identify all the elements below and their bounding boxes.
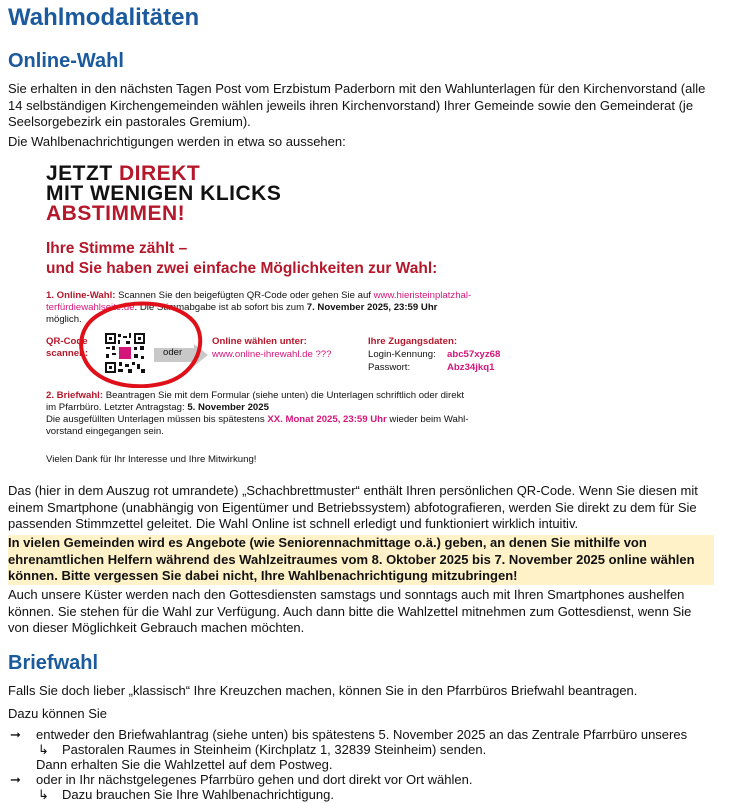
online-vote-url: www.online-ihrewahl.de ??? [212, 349, 332, 360]
notice-line2: MIT WENIGEN KLICKS [46, 182, 282, 205]
option2-line2-a: im Pfarrbüro. Letzter Antragstag: [46, 402, 188, 413]
option1-url-a: www.hieristeinplatzhal- [373, 290, 472, 301]
option2-deadline: XX. Monat 2025, 23:59 Uhr [267, 414, 387, 425]
arrow-right-icon: ➞ [10, 727, 21, 742]
oder-label: oder [163, 347, 183, 358]
online-vote-label: Online wählen unter: [212, 336, 307, 347]
option1-label: 1. Online-Wahl: [46, 290, 116, 301]
option2-line4: vorstand eingegangen sein. [46, 426, 164, 437]
access-label: Ihre Zugangsdaten: [368, 336, 458, 347]
option1-text2: . Die Stimmabgabe ist ab sofort bis zum [134, 302, 307, 313]
arrow-right-icon: ➞ [10, 772, 21, 787]
return-arrow-icon: ↳ [38, 787, 49, 802]
notice-line1-b: DIREKT [119, 162, 201, 185]
option1-url-b: terfürdiewahlseite.de [46, 302, 135, 313]
briefwahl-options-intro: Dazu können Sie [8, 706, 108, 721]
login-value: abc57xyz68 [447, 349, 501, 360]
option2-text: Beantragen Sie mit dem Formular (siehe unten) die Unterlagen schriftlich oder direkt [103, 390, 465, 401]
list-item: Pastoralen Raumes in Steinheim (Kirchplatz 1, 32839 Steinheim) senden. [62, 742, 487, 757]
option2-line1 [46, 390, 464, 402]
online-notice-intro: Die Wahlbenachrichtigungen werden in etwa so aussehen: [8, 134, 346, 149]
list-item: entweder den Briefwahlantrag (siehe unten) bis spätestens 5. November 2025 an das Zentrale Pfarrbüro unseres [36, 727, 688, 742]
notice-sub1: Ihre Stimme zählt – [46, 240, 188, 257]
password-label: Passwort: [368, 362, 411, 373]
list-item: oder in Ihr nächstgelegenes Pfarrbüro gehen und dort direkt vor Ort wählen. [36, 772, 473, 787]
briefwahl-heading: Briefwahl [8, 652, 99, 674]
briefwahl-intro: Falls Sie doch lieber „klassisch“ Ihre Kreuzchen machen, können Sie in den Pfarrbüros Briefwahl beantragen. [8, 683, 638, 698]
password-value: Abz34jkq1 [447, 362, 495, 373]
qr-explanation: Das (hier in dem Auszug rot umrandete) „Schachbrettmuster“ enthält Ihren persönlichen QR-Code. Wenn Sie diesen mit einem Smartphone (unabhängig von Eigentümer und Betriebssystem) abfotografieren, werden Sie direkt zu dem für Sie passenden Stimmzettel geleitet. Die Wahl Online ist schnell erledigt und funktioniert wirklich intuitiv. [8, 483, 698, 531]
notice-thanks: Vielen Dank für Ihr Interesse und Ihre Mitwirkung! [46, 454, 257, 465]
qr-label-2: scannen: [46, 348, 89, 359]
option2-label: 2. Briefwahl: [46, 390, 104, 401]
list-item: Dann erhalten Sie die Wahlzettel auf dem Postweg. [36, 757, 333, 772]
return-arrow-icon: ↳ [38, 742, 49, 757]
notice-image [36, 150, 536, 472]
notice-line3: ABSTIMMEN! [46, 202, 186, 225]
notice-line1-a: JETZT [46, 162, 120, 185]
sexton-help: Auch unsere Küster werden nach den Gottesdiensten samstags und sonntags auch mit Ihren Smartphones aushelfen können. Sie stehen für die Wahl zur Verfügung. Auch dann bitte die Wahlzettel mitnehmen zum Gottesdienst, wenn Sie von dieser Möglichkeit Gebrauch machen möchten. [8, 587, 692, 635]
option2-line3-c: wieder beim Wahl- [386, 414, 469, 425]
online-intro: Sie erhalten in den nächsten Tagen Post vom Erzbistum Paderborn mit den Wahlunterlagen für den Kirchenvorstand (alle 14 selbständigen Kirchengemeinden wählen jeweils ihren Kirchenvorstand) Ihrer Gemeinde sowie den Gemeinderat (je Seelsorgebezirk ein pastorales Gremium). [8, 81, 706, 129]
option2-line3-a: Die ausgefüllten Unterlagen müssen bis spätestens [46, 414, 268, 425]
notice-sub2: und Sie haben zwei einfache Möglichkeiten zur Wahl: [46, 260, 438, 277]
login-label: Login-Kennung: [368, 349, 436, 360]
option2-line2 [46, 402, 269, 414]
page-title: Wahlmodalitäten [8, 4, 200, 31]
list-item: Dazu brauchen Sie Ihre Wahlbenachrichtigung. [62, 787, 334, 802]
online-heading: Online-Wahl [8, 50, 124, 72]
option1-date: 7. November 2025, 23:59 Uhr [306, 302, 438, 313]
option1-text: Scannen Sie den beigefügten QR-Code oder gehen Sie auf [115, 290, 374, 301]
red-circle-annotation [76, 300, 204, 388]
option1-line3: möglich. [46, 314, 82, 325]
highlight-notice: In vielen Gemeinden wird es Angebote (wie Seniorennachmittage o.ä.) geben, an denen Sie mithilfe von ehrenamtlichen Helfern während des Wahlzeitraumes vom 8. Oktober 2025 bis 7. November 2025 online wählen können. Bitte vergessen Sie dabei nicht, Ihre Wahlbenachrichtigung mitzubringen! [8, 535, 714, 585]
option2-date: 5. November 2025 [187, 402, 269, 413]
option2-line3 [46, 414, 469, 426]
qr-label-1: QR-Code [46, 336, 88, 347]
